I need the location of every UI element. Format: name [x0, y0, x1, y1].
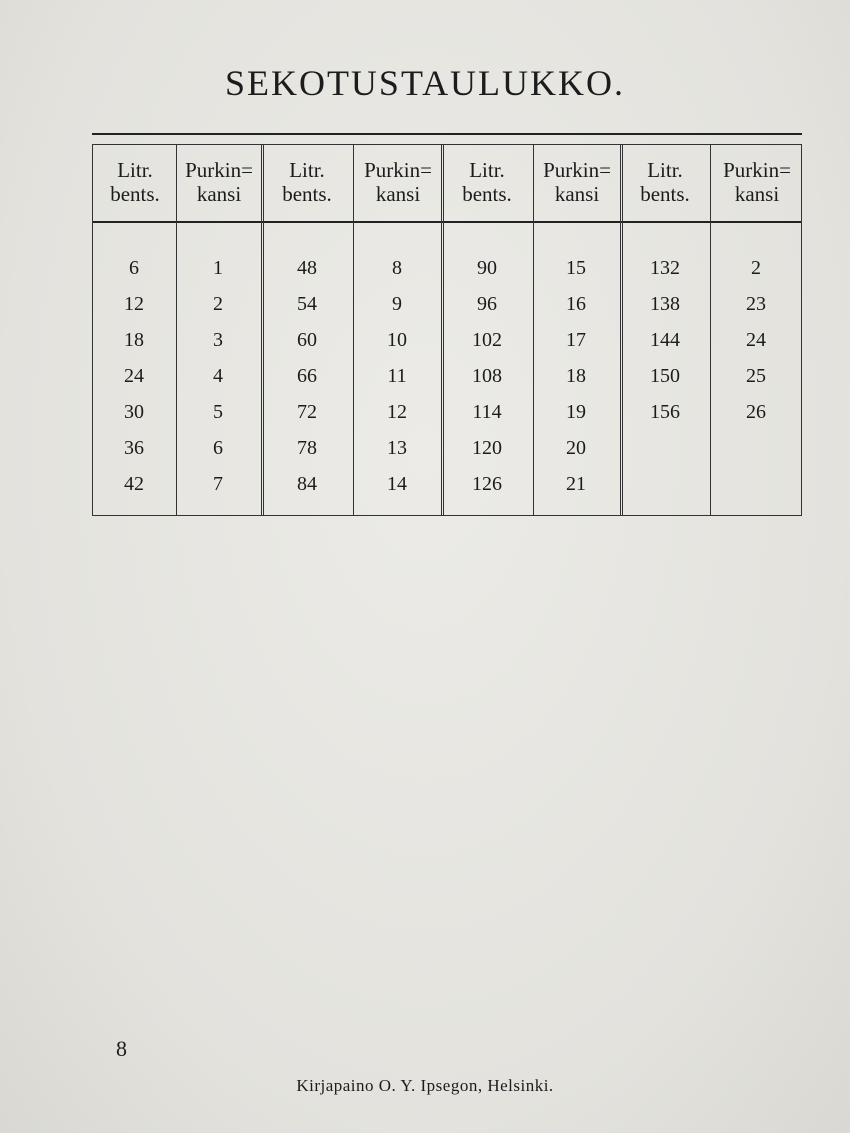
table-cell: 60 [297, 329, 317, 351]
printer-footer: Kirjapaino O. Y. Ipsegon, Helsinki. [296, 1076, 554, 1095]
column-header: Purkin= kansi [723, 158, 791, 206]
table-cell: 156 [650, 401, 680, 423]
column-divider [710, 144, 711, 515]
table-cell: 138 [650, 293, 680, 315]
table-cell: 102 [472, 329, 502, 351]
table-cell: 12 [124, 293, 144, 315]
table-cell: 120 [472, 437, 502, 459]
table-cell: 90 [477, 257, 497, 279]
column-header: Purkin= kansi [543, 158, 611, 206]
column-header: Litr. bents. [640, 158, 690, 206]
table-cell: 17 [566, 329, 586, 351]
table-cell: 48 [297, 257, 317, 279]
table-cell: 144 [650, 329, 680, 351]
table-cell: 18 [124, 329, 144, 351]
table-cell: 24 [746, 329, 766, 351]
table-cell: 30 [124, 401, 144, 423]
table-cell: 14 [387, 473, 407, 495]
page-number: 8 [116, 1036, 127, 1061]
column-header: Litr. bents. [110, 158, 160, 206]
table-cell: 2 [751, 257, 761, 279]
table-cell: 12 [387, 401, 407, 423]
table-cell: 84 [297, 473, 317, 495]
table-header-rule [92, 144, 802, 145]
column-header: Purkin= kansi [364, 158, 432, 206]
table-cell: 7 [213, 473, 223, 495]
table-cell: 8 [392, 257, 402, 279]
table-bottom-rule [92, 515, 802, 516]
column-header: Litr. bents. [282, 158, 332, 206]
table-cell: 18 [566, 365, 586, 387]
table-cell: 1 [213, 257, 223, 279]
column-header: Purkin= kansi [185, 158, 253, 206]
table-cell: 15 [566, 257, 586, 279]
table-cell: 24 [124, 365, 144, 387]
table-cell: 26 [746, 401, 766, 423]
table-cell: 6 [213, 437, 223, 459]
table-cell: 25 [746, 365, 766, 387]
column-header: Litr. bents. [462, 158, 512, 206]
table-cell: 13 [387, 437, 407, 459]
table-cell: 150 [650, 365, 680, 387]
table-top-rule [92, 133, 802, 135]
table-cell: 126 [472, 473, 502, 495]
table-cell: 5 [213, 401, 223, 423]
table-cell: 4 [213, 365, 223, 387]
table-header-bottom-rule [92, 221, 802, 223]
table-cell: 20 [566, 437, 586, 459]
table-cell: 6 [129, 257, 139, 279]
table-cell: 9 [392, 293, 402, 315]
table-cell: 36 [124, 437, 144, 459]
table-cell: 66 [297, 365, 317, 387]
table-cell: 78 [297, 437, 317, 459]
table-cell: 108 [472, 365, 502, 387]
table-cell: 21 [566, 473, 586, 495]
table-cell: 3 [213, 329, 223, 351]
table-cell: 16 [566, 293, 586, 315]
table-cell: 23 [746, 293, 766, 315]
table-cell: 54 [297, 293, 317, 315]
table-cell: 132 [650, 257, 680, 279]
table-cell: 114 [472, 401, 502, 423]
table-cell: 42 [124, 473, 144, 495]
table-cell: 10 [387, 329, 407, 351]
table-cell: 11 [387, 365, 407, 387]
page-title: SEKOTUSTAULUKKO. [224, 63, 626, 103]
table-cell: 72 [297, 401, 317, 423]
table-cell: 2 [213, 293, 223, 315]
table-cell: 19 [566, 401, 586, 423]
table-cell: 96 [477, 293, 497, 315]
